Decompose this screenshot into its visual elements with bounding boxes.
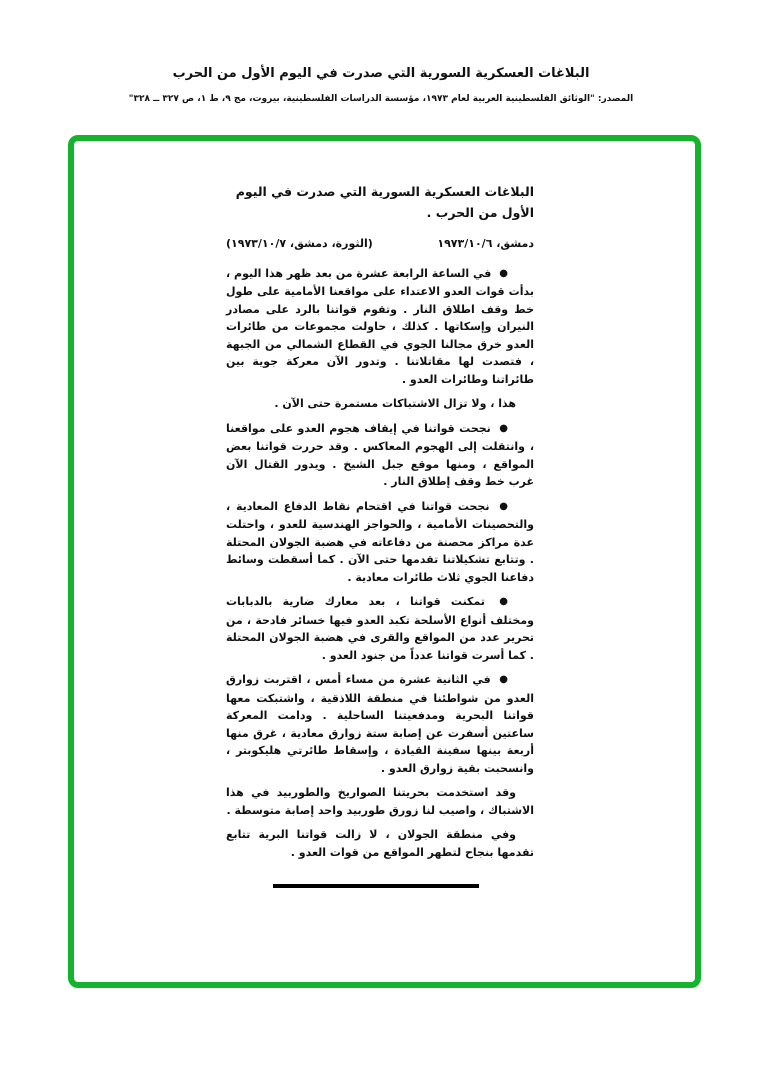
paragraph-text: تمكنت قواتنا ، بعد معارك ضارية بالدبابات ومختلف أنواع الأسلحة تكبد العدو فيها خسائر فادحة ، من تحرير عدد من المواقع والقرى في هضبة الجولان المحتلة . كما أسرت قواتنا عدداً من جنود العدو .: [226, 595, 534, 662]
divider-line: [273, 884, 479, 888]
paragraph: [226, 395, 534, 413]
paragraph: [226, 265, 534, 389]
source-line: المصدر: "الوثائق الفلسطينية العربية لعام ١٩٧٣، مؤسسة الدراسات الفلسطينية، بيروت، مج ٩، ط ١، ص ٣٢٧ ــ ٣٢٨": [128, 94, 634, 104]
bullet-icon: ●: [499, 596, 508, 607]
paragraph: [226, 671, 534, 777]
bullet-icon: ●: [499, 422, 508, 434]
paragraph-text: وفي منطقة الجولان ، لا زالت قواتنا البرية تتابع تقدمها بنجاح لتطهر المواقع من قوات العدو .: [226, 828, 534, 859]
bullet-icon: ●: [499, 674, 508, 685]
dateline-publication: (الثورة، دمشق، ١٩٧٣/١٠/٧): [226, 237, 373, 250]
paragraph-text: نجحت قواتنا في إيقاف هجوم العدو على مواقعنا ، وانتقلت إلى الهجوم المعاكس . وقد حررت قواتنا بعض المواقع ، ومنها موقع جبل الشيخ . ويدور القتال الآن غرب خط وقف إطلاق النار .: [226, 421, 534, 488]
paragraph: [226, 498, 534, 587]
paragraph-text: نجحت قواتنا في اقتحام نقاط الدفاع المعادية ، والتحصينات الأمامية ، والحواجز الهندسية للعدو ، واحتلت عدة مراكز محصنة من دفاعاته في هضبة الجولان المحتلة . وتتابع تشكيلاتنا تقدمها حتى الآن . كما أسقطت وسائط دفاعنا الجوي ثلاث طائرات معادية .: [226, 499, 534, 584]
article: [226, 181, 534, 868]
paragraph: [226, 784, 534, 819]
dateline: [226, 235, 534, 253]
bullet-icon: ●: [499, 267, 508, 279]
bullet-icon: ●: [499, 500, 508, 512]
paragraph-text: وقد استخدمت بحريتنا الصواريخ والطوربيد في هذا الاشتباك ، واصيب لنا زورق طوربيد واحد إصابة متوسطة .: [226, 786, 534, 817]
paragraph: [226, 826, 534, 861]
paragraph-text: هذا ، ولا تزال الاشتباكات مستمرة حتى الآن .: [274, 397, 516, 410]
page-title: البلاغات العسكرية السورية التي صدرت في اليوم الأول من الحرب: [172, 66, 590, 81]
paragraph: [226, 593, 534, 664]
page-header: [0, 66, 762, 104]
dateline-place-date: دمشق، ١٩٧٣/١٠/٦: [437, 237, 534, 250]
document-frame: [68, 135, 701, 988]
paragraph-text: في الثانية عشرة من مساء أمس ، اقتربت زوارق العدو من شواطئنا في منطقة اللاذقية ، واشتبكت معها قواتنا البحرية ومدفعيتنا الساحلية . ودامت المعركة ساعتين أسفرت عن إصابة ستة زوارق معادية ، غرق منها أربعة بينها سفينة القيادة ، وإسقاط طائرتي هليكوبتر ، وانسحبت بقية زوارق العدو .: [226, 673, 534, 775]
paragraph: [226, 420, 534, 491]
paragraph-text: في الساعة الرابعة عشرة من بعد ظهر هذا اليوم ، بدأت قوات العدو الاعتداء على مواقعنا الأمامية على طول خط وقف اطلاق النار . وتقوم قواتنا بالرد على مصادر النيران وإسكاتها . كذلك ، حاولت مجموعات من طائرات العدو خرق مجالنا الجوي في القطاع الشمالي من الجبهة ، فتصدت لها مقاتلاتنا . وتدور الآن معركة جوية بين طائراتنا وطائرات العدو .: [226, 266, 534, 386]
article-heading: البلاغات العسكرية السورية التي صدرت في اليوم الأول من الحرب .: [235, 184, 534, 220]
